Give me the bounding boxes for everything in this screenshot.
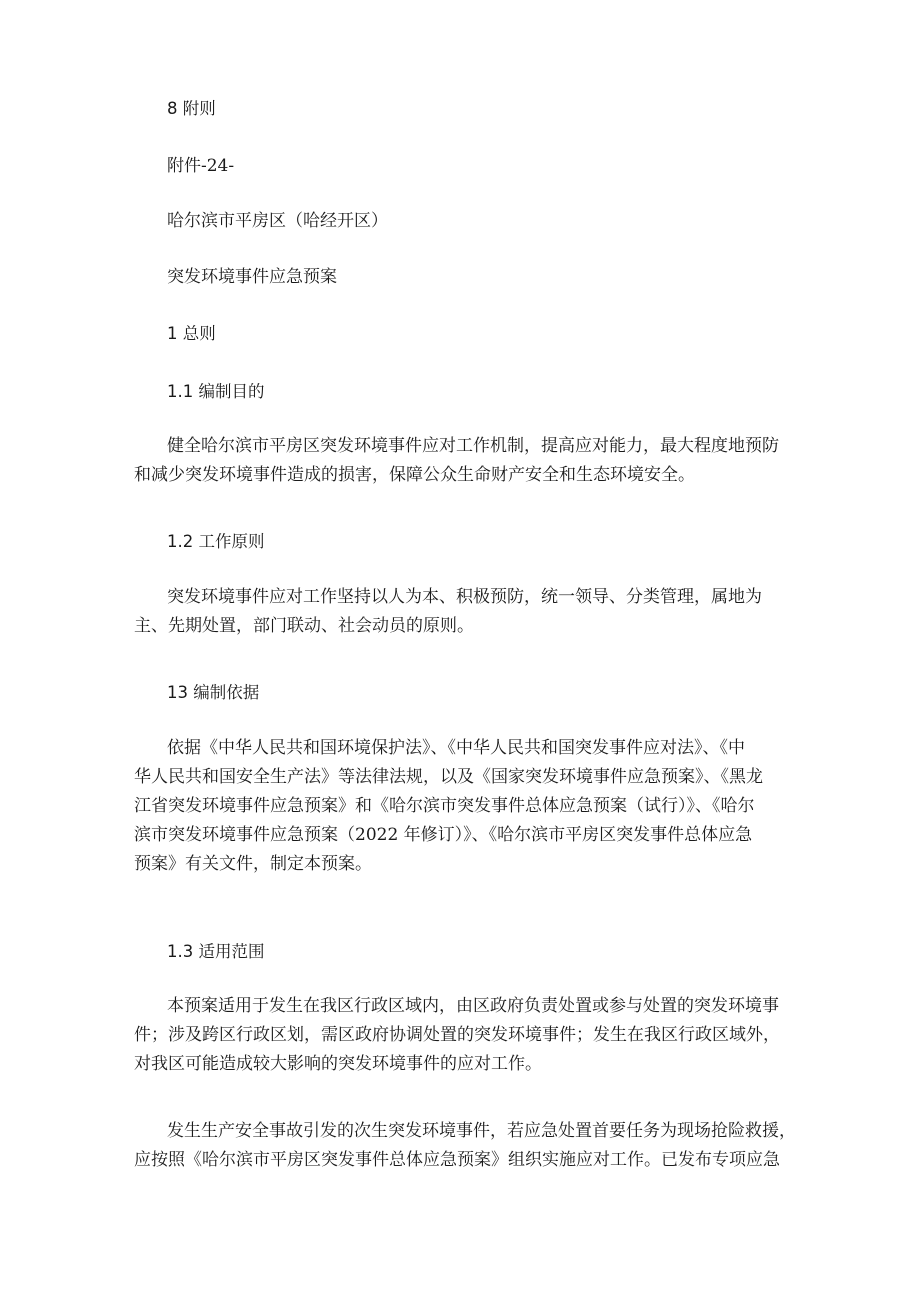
document-title-line1: 哈尔滨市平房区（哈经开区） xyxy=(167,211,388,231)
attachment-label: 附件-24- xyxy=(167,156,235,176)
heading-1-3-scope: 1.3 适用范围 xyxy=(167,942,265,961)
heading-general: 1 总则 xyxy=(167,324,216,343)
heading-1-2: 1.2 工作原则 xyxy=(167,532,265,551)
paragraph-secondary-events xyxy=(134,1120,794,1178)
paragraph-line: 依据《中华人民共和国环境保护法》、《中华人民共和国突发事件应对法》、《中 xyxy=(167,738,745,758)
paragraph-line: 突发环境事件应对工作坚持以人为本、积极预防，统一领导、分类管理，属地为 xyxy=(167,587,762,607)
heading-appendix: 8 附则 xyxy=(167,99,216,118)
heading-1-1: 1.1 编制目的 xyxy=(167,382,265,401)
paragraph-line: 主、先期处置，部门联动、社会动员的原则。 xyxy=(134,616,474,636)
paragraph-line: 应按照《哈尔滨市平房区突发事件总体应急预案》组织实施应对工作。已发布专项应急 xyxy=(134,1150,780,1170)
heading-1-3-basis: 13 编制依据 xyxy=(167,683,260,702)
paragraph-line: 对我区可能造成较大影响的突发环境事件的应对工作。 xyxy=(134,1054,542,1074)
paragraph-line: 江省突发环境事件应急预案》和《哈尔滨市突发事件总体应急预案（试行）》、《哈尔 xyxy=(134,796,755,816)
paragraph-purpose xyxy=(134,435,794,493)
paragraph-line: 华人民共和国安全生产法》等法律法规，以及《国家突发环境事件应急预案》、《黑龙 xyxy=(134,767,763,787)
paragraph-line: 健全哈尔滨市平房区突发环境事件应对工作机制，提高应对能力，最大程度地预防 xyxy=(167,436,779,456)
paragraph-line: 预案》有关文件，制定本预案。 xyxy=(134,854,372,874)
paragraph-line: 滨市突发环境事件应急预案（2022 年修订）》、《哈尔滨市平房区突发事件总体应急 xyxy=(134,825,753,845)
paragraph-scope xyxy=(134,995,794,1082)
paragraph-line: 本预案适用于发生在我区行政区域内，由区政府负责处置或参与处置的突发环境事 xyxy=(167,996,779,1016)
document-title-line2: 突发环境事件应急预案 xyxy=(167,267,337,287)
paragraph-line: 发生生产安全事故引发的次生突发环境事件，若应急处置首要任务为现场抢险救援， xyxy=(167,1121,796,1141)
paragraph-principles xyxy=(134,586,794,644)
paragraph-line: 和减少突发环境事件造成的损害，保障公众生命财产安全和生态环境安全。 xyxy=(134,465,695,485)
paragraph-line: 件；涉及跨区行政区划，需区政府协调处置的突发环境事件；发生在我区行政区域外， xyxy=(134,1025,780,1045)
paragraph-basis xyxy=(134,737,794,882)
